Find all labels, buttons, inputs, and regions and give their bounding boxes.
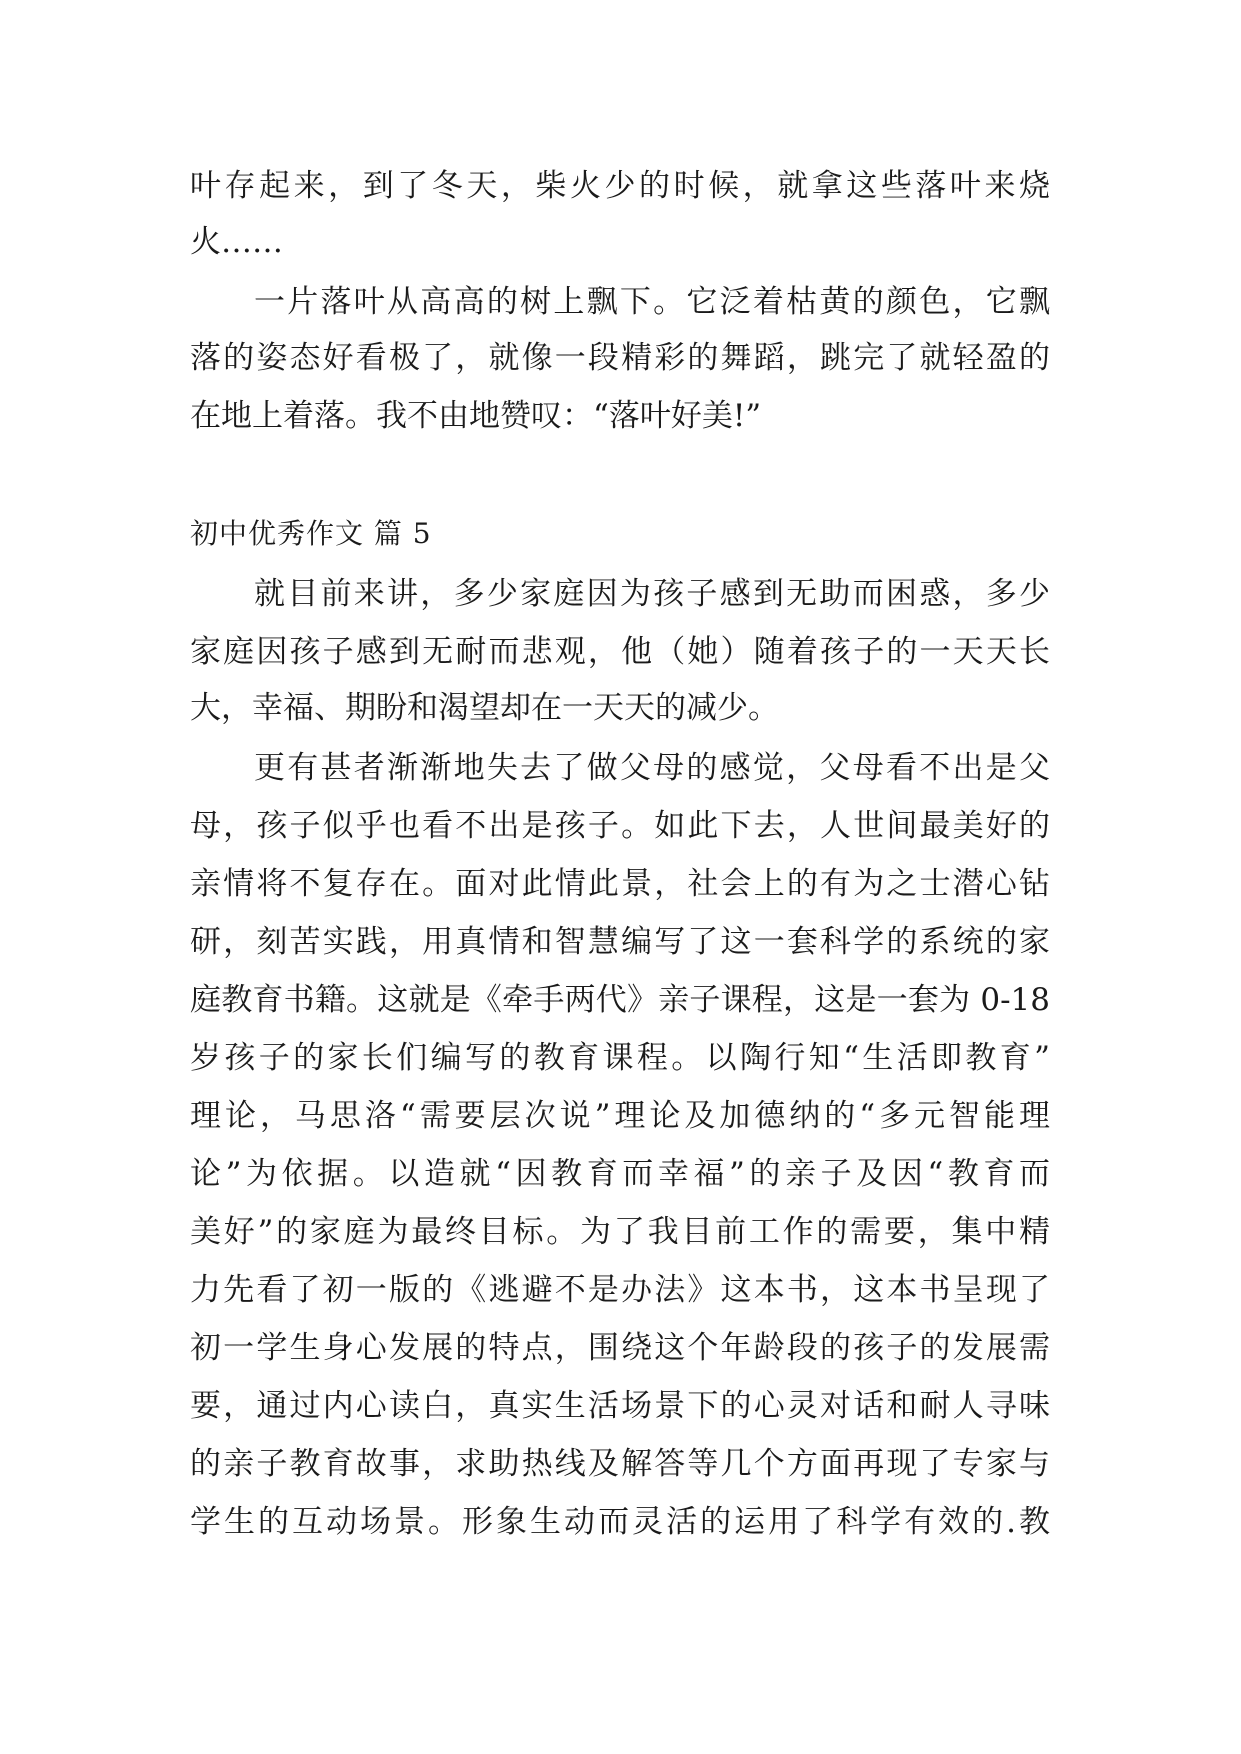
paragraph-line: 理论，马思洛“需要层次说”理论及加德纳的“多元智能理 <box>190 1098 1050 1134</box>
section-heading: 初中优秀作文 篇 5 <box>190 517 432 550</box>
paragraph-line: 要，通过内心读白，真实生活场景下的心灵对话和耐人寻味 <box>190 1388 1050 1424</box>
paragraph-line: 在地上着落。我不由地赞叹：“落叶好美!” <box>190 398 762 434</box>
paragraph-line: 家庭因孩子感到无耐而悲观，他（她）随着孩子的一天天长 <box>190 634 1050 670</box>
paragraph-line: 就目前来讲，多少家庭因为孩子感到无助而困惑，多少 <box>254 576 1050 612</box>
paragraph-line: 亲情将不复存在。面对此情此景，社会上的有为之士潜心钻 <box>190 866 1050 902</box>
paragraph-line: 更有甚者渐渐地失去了做父母的感觉，父母看不出是父 <box>254 750 1050 786</box>
paragraph-line: 岁孩子的家长们编写的教育课程。以陶行知“生活即教育” <box>190 1040 1050 1076</box>
paragraph-line: 研，刻苦实践，用真情和智慧编写了这一套科学的系统的家 <box>190 924 1050 960</box>
paragraph-line: 论”为依据。以造就“因教育而幸福”的亲子及因“教育而 <box>190 1156 1050 1192</box>
paragraph-line: 力先看了初一版的《逃避不是办法》这本书，这本书呈现了 <box>190 1272 1050 1308</box>
paragraph-line: 火…… <box>190 224 283 260</box>
paragraph-line: 母，孩子似乎也看不出是孩子。如此下去，人世间最美好的 <box>190 808 1050 844</box>
paragraph-line: 一片落叶从高高的树上飘下。它泛着枯黄的颜色，它飘 <box>254 284 1050 320</box>
paragraph-line: 落的姿态好看极了，就像一段精彩的舞蹈，跳完了就轻盈的 <box>190 340 1050 376</box>
paragraph-line: 学生的互动场景。形象生动而灵活的运用了科学有效的.教 <box>190 1504 1050 1540</box>
paragraph-line: 美好”的家庭为最终目标。为了我目前工作的需要，集中精 <box>190 1214 1050 1250</box>
paragraph-line: 的亲子教育故事，求助热线及解答等几个方面再现了专家与 <box>190 1446 1050 1482</box>
paragraph-line: 庭教育书籍。这就是《牵手两代》亲子课程，这是一套为 0-18 <box>190 982 1050 1018</box>
paragraph-line: 大，幸福、期盼和渴望却在一天天的减少。 <box>190 690 779 726</box>
paragraph-line: 初一学生身心发展的特点，围绕这个年龄段的孩子的发展需 <box>190 1330 1050 1366</box>
paragraph-line: 叶存起来，到了冬天，柴火少的时候，就拿这些落叶来烧 <box>190 168 1050 204</box>
